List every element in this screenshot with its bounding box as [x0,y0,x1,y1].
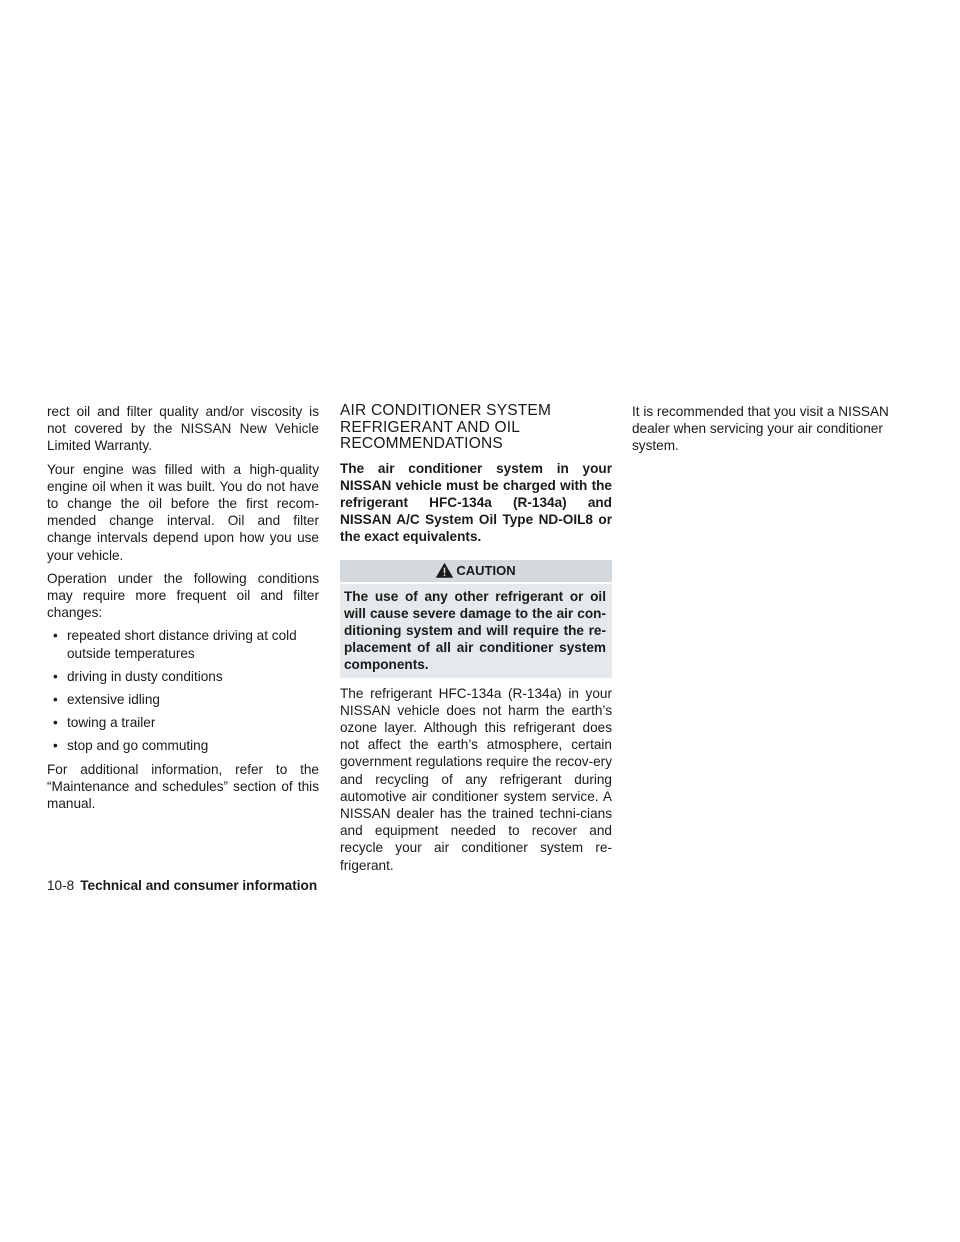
paragraph-refrigerant-info: The refrigerant HFC-134a (R-134a) in your NISSAN vehicle does not harm the earth’s ozone layer. Although this refrigerant does not affect the earth’s atmosphere, certain government regulations require the recov-ery and recycling of any refrigerant during automotive air conditioner system service. A NISSAN dealer has the trained techni-cians and equipment needed to recover and recycle your air conditioner system re-frigerant. [340,685,612,873]
bullet-icon: • [53,628,58,644]
list-item: • driving in dusty conditions [53,668,223,684]
right-column [632,403,912,461]
bullet-icon: • [53,668,58,684]
paragraph-additional-info: For additional information, refer to the “Maintenance and schedules” section of this manual. [47,761,319,812]
caution-header [340,560,612,582]
bullet-icon: • [53,715,58,731]
list-item: • repeated short distance driving at cold outside temperatures [53,628,297,661]
bullet-icon: • [53,692,58,708]
caution-label: CAUTION [456,562,516,578]
refrigerant-requirement: The air conditioner system in your NISSAN vehicle must be charged with the refrigerant HFC-134a (R-134a) and NISSAN A/C System Oil Type ND-OIL8 or the exact equivalents. [340,460,612,545]
paragraph-dealer-recommendation: It is recommended that you visit a NISSAN dealer when servicing your air conditioner system. [632,404,889,454]
caution-text: The use of any other refrigerant or oil will cause severe damage to the air con-ditioning system and will require the re-placement of all air conditioner system components. [340,584,612,678]
caution-box [340,560,612,678]
paragraph-conditions-intro: Operation under the following conditions may require more frequent oil and filter changes: [47,570,319,621]
paragraph-engine-oil: Your engine was filled with a high-quality engine oil when it was built. You do not have to change the oil before the first recom-mended change interval. Oil and filter change intervals depend upon how you use your vehicle. [47,461,319,563]
bullet-icon: • [53,738,58,754]
middle-column [340,403,612,880]
conditions-list [47,627,319,754]
warning-triangle-icon [436,563,453,578]
page-footer [47,878,317,893]
list-item: • stop and go commuting [53,738,209,754]
list-item: • towing a trailer [53,715,156,731]
page-number: 10-8 [47,878,75,893]
left-column [47,403,319,818]
paragraph-oil-warranty: rect oil and filter quality and/or viscosity is not covered by the NISSAN New Vehicle Limited Warranty. [47,404,319,454]
chapter-title: Technical and consumer information [80,878,318,893]
section-heading: AIR CONDITIONER SYSTEM REFRIGERANT AND OIL RECOMMENDATIONS [340,402,552,452]
list-item: • extensive idling [53,692,160,708]
